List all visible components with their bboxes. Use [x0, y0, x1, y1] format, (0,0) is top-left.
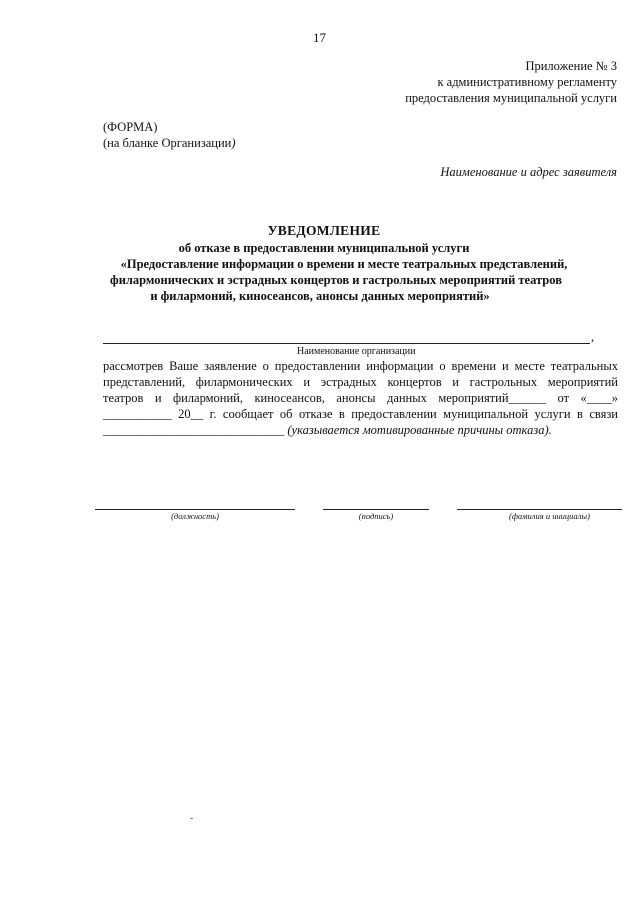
body-line-3: театров и филармоний, киносеансов, анонсы данных мероприятий______ от «____»: [103, 391, 618, 405]
signature-caption: (подпись): [358, 511, 394, 521]
document-title: [80, 223, 568, 239]
body-line-1: рассмотрев Ваше заявление о предоставлении информации о времени и месте театральных: [103, 359, 618, 373]
title-line-2: об отказе в предоставлении муниципальной услуги: [178, 241, 470, 255]
applicant-name-address: Наименование и адрес заявителя: [440, 165, 617, 179]
organization-name-caption: Наименование организации: [297, 346, 416, 357]
form-label: (ФОРМА): [103, 120, 158, 134]
appendix-line-2: к административному регламенту: [437, 75, 617, 89]
signature-line: [323, 509, 429, 510]
title-line-4: филармонических и эстрадных концертов и гастрольных мероприятий театров: [110, 273, 562, 287]
appendix-line-3: предоставления муниципальной услуги: [405, 91, 617, 105]
document-title-text: УВЕДОМЛЕНИЕ: [267, 223, 381, 238]
blank-note: [103, 135, 236, 151]
organization-comma: ,: [591, 330, 595, 344]
body-line-4: ___________ 20__ г. сообщает об отказе в предоставлении муниципальной услуги в связи: [103, 407, 618, 421]
position-line: [95, 509, 295, 510]
body-line-2: представлений, филармонических и эстрадных концертов и гастрольных мероприятий: [103, 375, 618, 389]
blank-note-text: (на бланке Организации: [103, 136, 232, 150]
title-line-5: и филармоний, киносеансов, анонсы данных мероприятий»: [150, 289, 490, 303]
full-name-caption: (фамилия и инициалы): [509, 511, 590, 521]
reason-blank: _____________________________: [103, 423, 285, 437]
reason-note: (указывается мотивированные причины отказа).: [284, 423, 552, 437]
scan-speck: [190, 818, 193, 819]
organization-name-line: [103, 343, 590, 344]
full-name-line: [457, 509, 622, 510]
position-caption: (должность): [171, 511, 219, 521]
blank-note-close: ): [231, 136, 236, 150]
appendix-line-1: Приложение № 3: [525, 59, 617, 73]
title-line-3: «Предоставление информации о времени и месте театральных представлений,: [120, 257, 568, 271]
page-number: 17: [313, 30, 326, 45]
body-line-5: [103, 422, 618, 438]
